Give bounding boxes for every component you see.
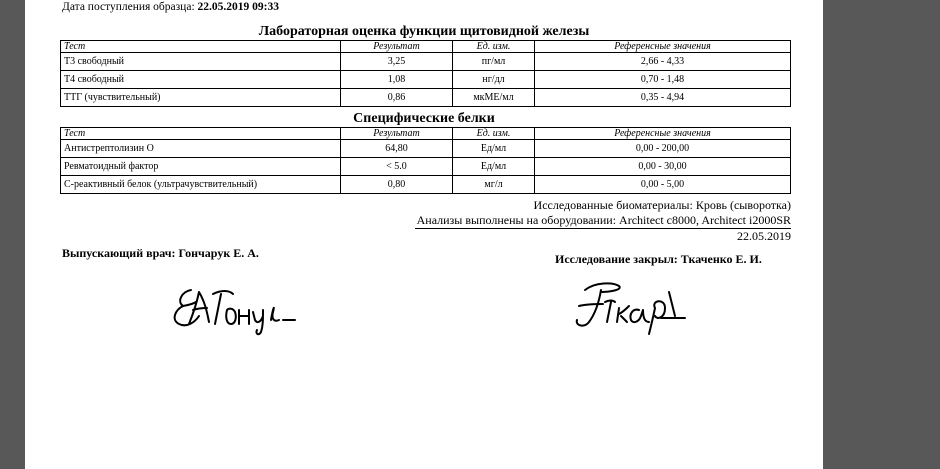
table-header-row <box>61 41 791 53</box>
test-name: Т3 свободный <box>61 53 341 71</box>
test-reference: 0,00 - 30,00 <box>535 158 791 176</box>
closer-signature <box>565 278 705 340</box>
column-header-result: Результат <box>341 128 453 140</box>
report-page <box>25 0 823 469</box>
column-header-reference: Референсные значения <box>535 41 791 53</box>
table-row <box>61 158 791 176</box>
test-name: С-реактивный белок (ультрачувствительный) <box>61 176 341 194</box>
test-name: Т4 свободный <box>61 71 341 89</box>
test-result: 64,80 <box>341 140 453 158</box>
test-unit: пг/мл <box>453 53 535 71</box>
test-unit: Ед/мл <box>453 140 535 158</box>
biomaterial-note: Исследованные биоматериалы: Кровь (сыворотка) <box>533 198 791 212</box>
test-unit: Ед/мл <box>453 158 535 176</box>
proteins-section-title: Специфические белки <box>353 111 495 126</box>
column-header-unit: Ед. изм. <box>453 128 535 140</box>
thyroid-section-title: Лабораторная оценка функции щитовидной железы <box>258 24 590 39</box>
closed-by: Исследование закрыл: Ткаченко Е. И. <box>555 252 762 266</box>
thyroid-results-table <box>60 40 791 107</box>
column-header-result: Результат <box>341 41 453 53</box>
divider <box>415 228 791 229</box>
table-row <box>61 176 791 194</box>
report-date: 22.05.2019 <box>737 229 791 243</box>
test-result: 0,80 <box>341 176 453 194</box>
test-name: Ревматоидный фактор <box>61 158 341 176</box>
table-row <box>61 140 791 158</box>
equipment-note: Анализы выполнены на оборудовании: Architect c8000, Architect i2000SR <box>416 213 791 227</box>
test-reference: 0,00 - 5,00 <box>535 176 791 194</box>
table-row <box>61 89 791 107</box>
test-result: 0,86 <box>341 89 453 107</box>
table-row <box>61 53 791 71</box>
proteins-results-table <box>60 127 791 194</box>
test-reference: 0,70 - 1,48 <box>535 71 791 89</box>
test-name: ТТГ (чувствительный) <box>61 89 341 107</box>
test-name: Антистрептолизин О <box>61 140 341 158</box>
test-reference: 2,66 - 4,33 <box>535 53 791 71</box>
test-result: 1,08 <box>341 71 453 89</box>
test-reference: 0,35 - 4,94 <box>535 89 791 107</box>
test-unit: нг/дл <box>453 71 535 89</box>
column-header-test: Тест <box>61 41 341 53</box>
test-unit: мг/л <box>453 176 535 194</box>
test-unit: мкМЕ/мл <box>453 89 535 107</box>
test-result: < 5.0 <box>341 158 453 176</box>
column-header-test: Тест <box>61 128 341 140</box>
test-reference: 0,00 - 200,00 <box>535 140 791 158</box>
table-header-row <box>61 128 791 140</box>
column-header-reference: Референсные значения <box>535 128 791 140</box>
column-header-unit: Ед. изм. <box>453 41 535 53</box>
table-row <box>61 71 791 89</box>
releasing-doctor: Выпускающий врач: Гончарук Е. А. <box>62 246 259 260</box>
doctor-signature <box>169 280 299 342</box>
sample-received-date: Дата поступления образца: 22.05.2019 09:33 <box>62 1 279 13</box>
test-result: 3,25 <box>341 53 453 71</box>
